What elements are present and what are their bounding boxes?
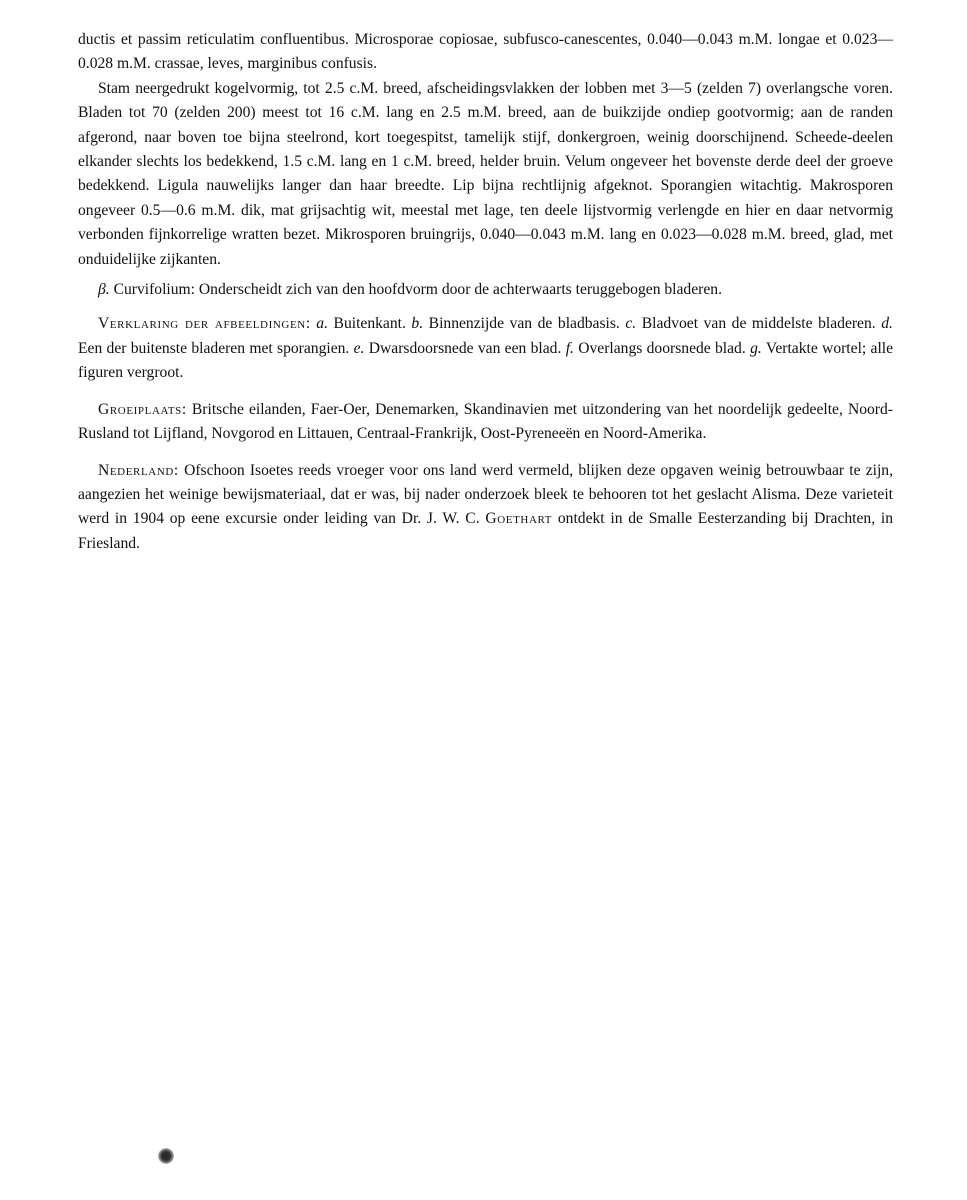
habitat-section bbox=[78, 398, 893, 447]
ink-stain-mark bbox=[158, 1148, 174, 1164]
figure-explanation bbox=[78, 312, 893, 385]
habitat-text: Britsche eilanden, Faer-Oer, Denemarken, Skandinavien met uitzondering van het noordelijk gedeelte, Noord-Rusland tot Lijfland, Novgorod en Littauen, Centraal-Frankrijk, Oost-Pyreneeën en Noord-Amerika. bbox=[78, 400, 893, 443]
netherlands-heading: Nederland: bbox=[98, 461, 179, 479]
figure-item: b. Binnenzijde van de bladbasis. bbox=[411, 315, 620, 333]
person-name-goethart: Goethart bbox=[485, 510, 553, 528]
netherlands-text: Ofschoon Isoetes reeds vroeger voor ons land werd vermeld, blijken deze opgaven weinig betrouwbaar te zijn, aangezien het weinige bewijsmateriaal, dat er was, bij nader onderzoek bleek te behooren tot het geslacht Alisma. Deze varieteit werd in 1904 op eene excursie onder leiding van Dr. J. W. C. bbox=[78, 461, 893, 528]
variety-text: Curvifolium: Onderscheidt zich van den hoofdvorm door de achterwaarts teruggebogen bladeren. bbox=[113, 281, 722, 299]
figure-explanation-heading: Verklaring der afbeeldingen: bbox=[98, 315, 311, 333]
figure-item: g. Vertakte wortel; alle figuren vergroot. bbox=[78, 339, 894, 382]
habitat-heading: Groeiplaats: bbox=[98, 400, 187, 418]
figure-item: f. Overlangs doorsnede blad. bbox=[565, 339, 746, 357]
netherlands-section bbox=[78, 459, 893, 557]
latin-description-continuation: ductis et passim reticulatim confluentibus. Microsporae copiosae, subfusco-canescentes, 0.040—0.043 m.M. longae et 0.023—0.028 m.M. crassae, leves, marginibus confusis. bbox=[78, 31, 893, 73]
figure-item: c. Bladvoet van de middelste bladeren. bbox=[625, 315, 876, 333]
figure-item: e. Dwarsdoorsnede van een blad. bbox=[353, 339, 562, 357]
figure-item: a. Buitenkant. bbox=[316, 315, 406, 333]
figure-item: d. Een der buitenste bladeren met sporangien. bbox=[78, 315, 893, 357]
variety-symbol: β. bbox=[98, 281, 110, 299]
variety-curvifolium bbox=[78, 278, 893, 302]
dutch-description: Stam neergedrukt kogelvormig, tot 2.5 c.M. breed, afscheidingsvlakken der lobben met 3—5 (zelden 7) overlangsche voren. Bladen tot 70 (zelden 200) meest tot 16 c.M. lang en 2.5 m.M. breed, aan de buikzijde ondiep gootvormig; aan de randen afgerond, naar boven toe bijna steelrond, kort toegespitst, tamelijk stijf, donkergroen, weinig doorschijnend. Scheede-deelen elkander slechts los bedekkend, 1.5 c.M. lang en 1 c.M. breed, helder bruin. Velum ongeveer het bovenste derde deel der groeve bedekkend. Ligula nauwelijks langer dan haar breedte. Lip bijna rechtlijnig afgeknot. Sporangien witachtig. Makrosporen ongeveer 0.5—0.6 m.M. dik, mat grijsachtig wit, meestal met lage, ten deele lijstvormig verlengde en hier en daar netvormig verbonden fijnkorrelige wratten bezet. Mikrosporen bruingrijs, 0.040—0.043 m.M. lang en 0.023—0.028 m.M. breed, glad, met onduidelijke zijkanten. bbox=[78, 79, 893, 268]
netherlands-text-end: ontdekt in de Smalle Eesterzanding bij Drachten, in Friesland. bbox=[78, 510, 893, 552]
document-page bbox=[78, 28, 893, 556]
